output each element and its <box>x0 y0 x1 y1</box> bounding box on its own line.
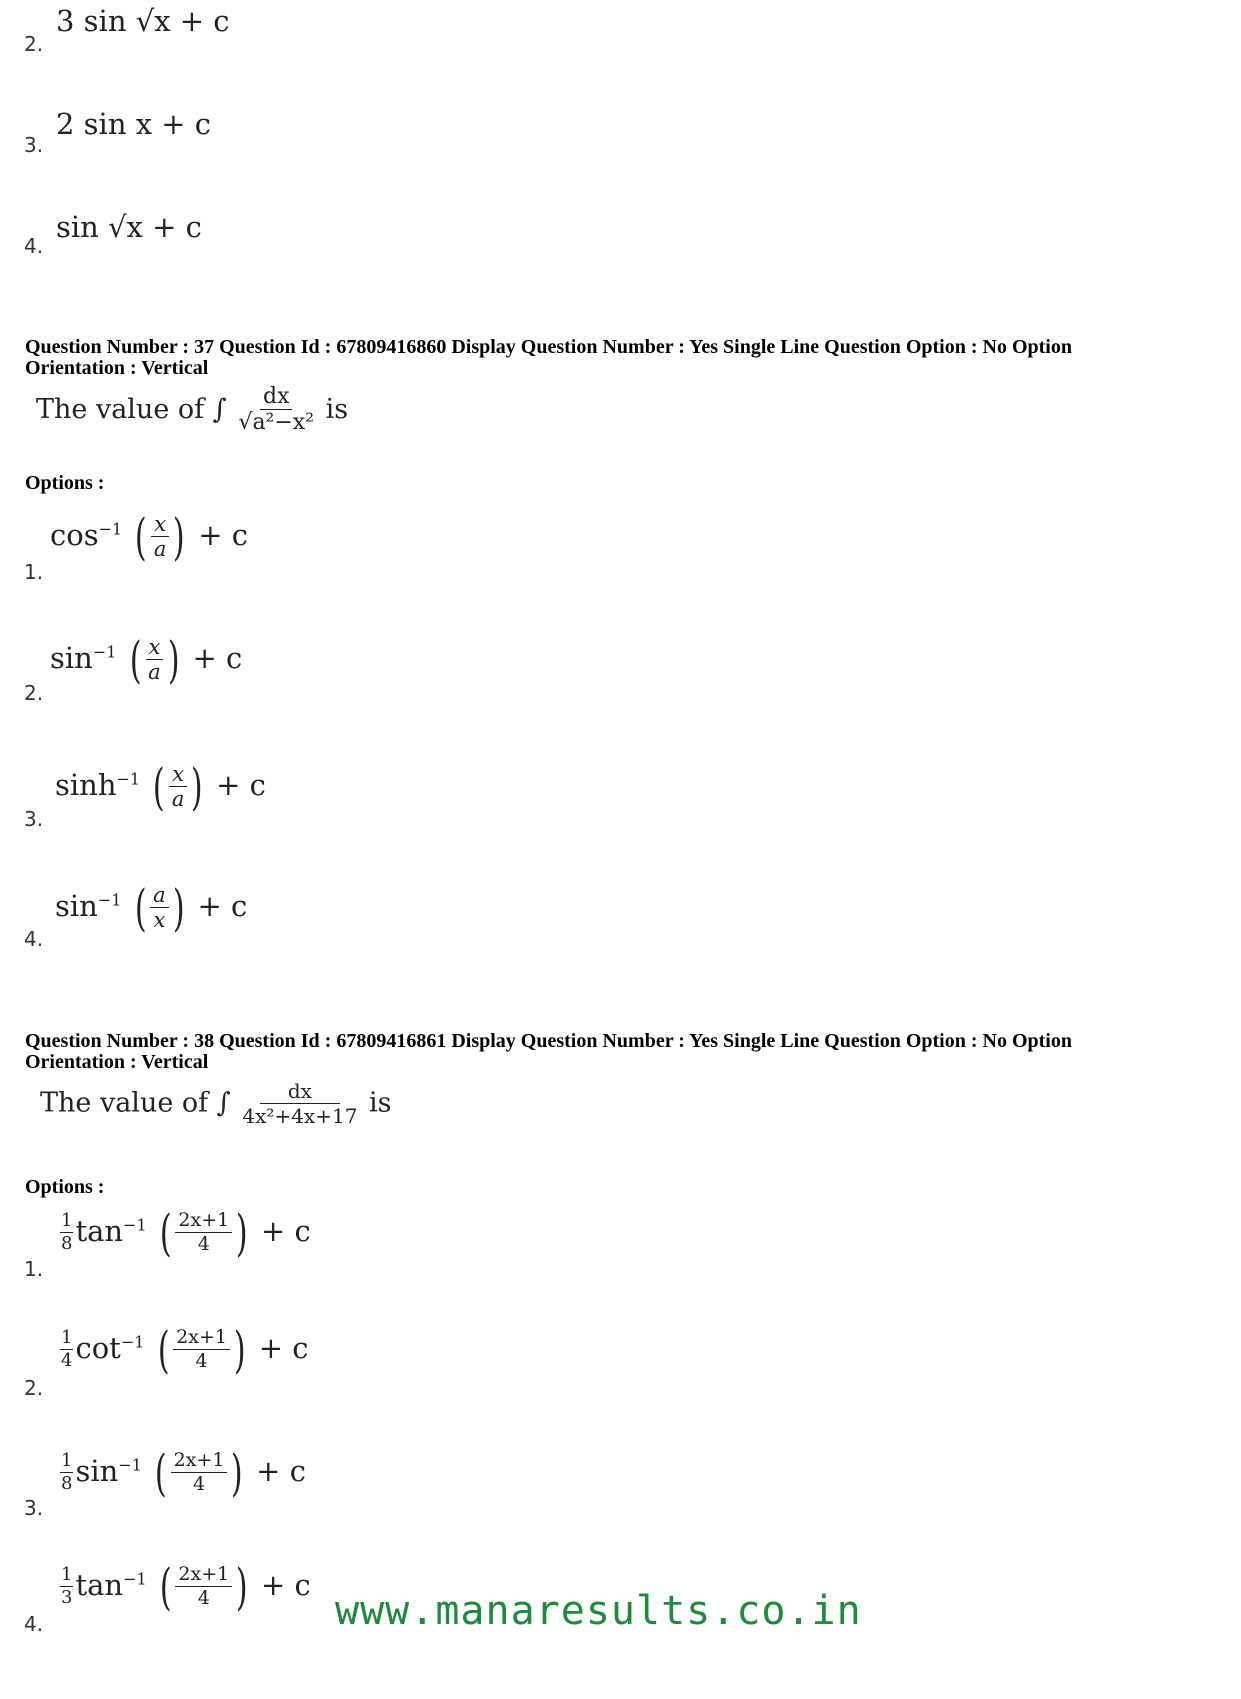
prev-option-4-number: 4. <box>24 234 44 258</box>
question-38-stem-suffix: is <box>369 1087 392 1119</box>
q38-option-1-expression: $\frac{1}{8}$ $\tan^{-1}$ ( $\frac{2x+1}{4}$ ) + c <box>61 1204 311 1262</box>
q38-option-4-expression: $\frac{1}{3}$ $\tan^{-1}$ ( $\frac{2x+1}{4}$ ) + c <box>61 1558 311 1616</box>
integral-sign: ∫ <box>216 1087 231 1119</box>
question-38-stem <box>40 1080 392 1128</box>
prev-option-2-number: 2. <box>24 32 44 56</box>
q38-option-3-number: 3. <box>24 1496 44 1520</box>
integral-sign: ∫ <box>212 393 227 425</box>
prev-option-2-expression: 3 sin √x + c <box>56 4 230 38</box>
q37-option-4-number: 4. <box>24 927 44 951</box>
prev-option-4-expression: sin √x + c <box>56 210 202 244</box>
question-37-stem <box>36 384 348 437</box>
q37-option-3-expression: $\sinh^{-1}$ ( $\frac{x}{a}$ ) + c <box>55 758 266 817</box>
question-37-header-line2: Orientation : Vertical <box>25 357 209 379</box>
q38-option-1-number: 1. <box>24 1257 44 1281</box>
q37-option-2-expression: $\sin^{-1}$ ( $\frac{x}{a}$ ) + c <box>50 631 243 690</box>
question-37-header <box>25 337 1205 379</box>
question-38-header-line2: Orientation : Vertical <box>25 1051 209 1073</box>
fraction-numerator: dx <box>260 384 293 410</box>
fraction-denominator: √a²−x² <box>238 410 315 436</box>
question-38-header-line1: Question Number : 38 Question Id : 67809416861 Display Question Number : Yes Single Line Question Option : No Option <box>25 1030 1072 1052</box>
q38-option-3-expression: $\frac{1}{8}$ $\sin^{-1}$ ( $\frac{2x+1}{4}$ ) + c <box>61 1444 306 1502</box>
q37-option-1-number: 1. <box>24 560 44 584</box>
q38-option-2-expression: $\frac{1}{4}$ $\cot^{-1}$ ( $\frac{2x+1}{4}$ ) + c <box>61 1321 309 1379</box>
prev-option-3-expression: 2 sin x + c <box>56 107 212 141</box>
question-38-header <box>25 1031 1205 1073</box>
q38-option-2-number: 2. <box>24 1376 44 1400</box>
fraction-denominator: 4x²+4x+17 <box>242 1104 358 1128</box>
q37-option-1-expression: $\cos^{-1}$ ( $\frac{x}{a}$ ) + c <box>50 508 248 567</box>
question-38-stem-prefix: The value of <box>40 1087 209 1119</box>
prev-option-3-number: 3. <box>24 133 44 157</box>
q37-option-4-expression: $\sin^{-1}$ ( $\frac{a}{x}$ ) + c <box>55 879 248 938</box>
question-37-stem-fraction <box>235 384 317 437</box>
question-38-stem-fraction <box>239 1080 360 1128</box>
question-37-header-line1: Question Number : 37 Question Id : 67809416860 Display Question Number : Yes Single Line Question Option : No Option <box>25 336 1072 358</box>
question-37-stem-suffix: is <box>325 393 349 425</box>
q38-option-4-number: 4. <box>24 1612 44 1636</box>
q37-option-3-number: 3. <box>24 807 44 831</box>
fraction-numerator: dx <box>260 1080 340 1104</box>
q37-option-2-number: 2. <box>24 681 44 705</box>
question-37-stem-prefix: The value of <box>36 393 205 425</box>
watermark-url: www.manaresults.co.in <box>335 1588 862 1634</box>
question-37-options-label: Options : <box>25 472 105 494</box>
question-38-options-label: Options : <box>25 1176 105 1198</box>
